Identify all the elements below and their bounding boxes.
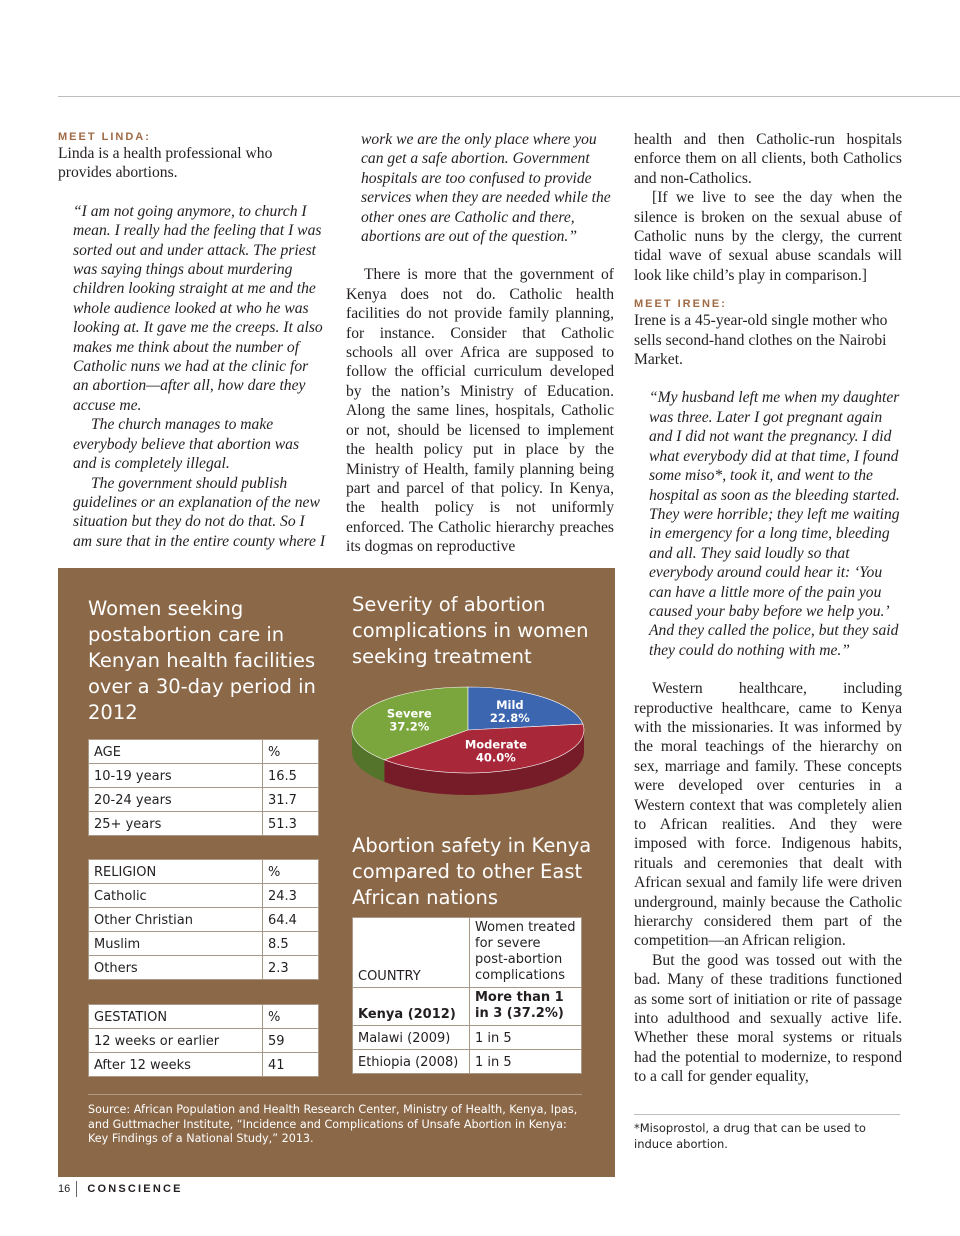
pie-label-severe: Severe — [386, 706, 432, 721]
safety-col1-header: COUNTRY — [353, 918, 470, 988]
safety-country: Kenya (2012) — [353, 988, 470, 1026]
gestation-row — [89, 1005, 319, 1029]
gestation-label: 12 weeks or earlier — [89, 1029, 263, 1053]
safety-title: Abortion safety in Kenya compared to other East African nations — [352, 834, 592, 909]
source-note: Source: African Population and Health Research Center, Ministry of Health, Kenya, Ipas, and Guttmacher Institute, “Incidence and Complications of Unsafe Abortion in Kenya: Key Findings of a National Study,” 2013. — [88, 1103, 578, 1146]
magazine-name: CONSCIENCE — [87, 1183, 183, 1195]
irene-intro: Irene is a 45-year-old single mother who sells second-hand clothes on the Nairobi Market. — [634, 312, 888, 369]
age-row — [89, 764, 319, 788]
safety-country: Malawi (2009) — [353, 1026, 470, 1050]
source-divider — [88, 1094, 582, 1095]
age-table — [88, 739, 319, 836]
religion-percent: 8.5 — [263, 932, 319, 956]
age-percent: 51.3 — [263, 812, 319, 836]
religion-percent: % — [263, 860, 319, 884]
safety-row-ethiopia — [353, 1050, 582, 1074]
col3-p2-bracketed: [If we live to see the day when the silence is broken on the sexual abuse of Catholic nuns by the clergy, the current tidal wave of sexual abuse scandals will look like child’s play in comparison.] — [634, 189, 902, 284]
religion-row — [89, 956, 319, 980]
col3-p1: health and then Catholic-run hospitals enforce them on all clients, both Catholics and non-Catholics. — [634, 131, 902, 187]
safety-header-row — [353, 918, 582, 988]
safety-table — [352, 917, 582, 1074]
safety-row-kenya — [353, 988, 582, 1026]
safety-country: Ethiopia (2008) — [353, 1050, 470, 1074]
linda-quote-p3: The government should publish guidelines or an explanation of the new situation but they do not do that. So I am sure that in the entire county where I — [73, 474, 326, 550]
pie-label-mild: Mild — [496, 698, 524, 713]
religion-label: Other Christian — [89, 908, 263, 932]
irene-quote: “My husband left me when my daughter was three. Later I got pregnant again and I did not want the pregnancy. I did what everybody did at that time, I found some miso*, took it, and went to the hospital as soon as the bleeding started. They were horrible; they left me waiting in emergency for a long time, bleeding and all. They said loudly so that everybody around could hear it: ‘You can have a little more of the pain you caused your baby before we help you.’ And they called the police, but they said they could do nothing with me.” — [649, 389, 900, 659]
age-row — [89, 740, 319, 764]
gestation-label: After 12 weeks — [89, 1053, 263, 1077]
religion-row — [89, 908, 319, 932]
footnote: *Misoprostol, a drug that can be used to induce abortion. — [634, 1121, 866, 1151]
column-2 — [346, 130, 614, 557]
religion-label: Catholic — [89, 884, 263, 908]
age-percent: % — [263, 740, 319, 764]
linda-quote-p2: The church manages to make everybody believe that abortion was and is completely illegal. — [73, 416, 300, 473]
religion-percent: 2.3 — [263, 956, 319, 980]
age-label: AGE — [89, 740, 263, 764]
gestation-percent: 41 — [263, 1053, 319, 1077]
linda-intro: Linda is a health professional who provides abortions. — [58, 145, 273, 182]
linda-quote-cont: work we are the only place where you can get a safe abortion. Government hospitals are too confused to provide services when they are needed while the other ones are Catholic and there, abortions are out of the question.” — [361, 131, 611, 246]
safety-value: 1 in 5 — [470, 1050, 582, 1074]
meet-linda-heading: MEET LINDA: — [58, 131, 151, 143]
pie-value-severe: 37.2% — [389, 719, 430, 734]
religion-percent: 64.4 — [263, 908, 319, 932]
column-3 — [634, 130, 902, 1087]
col3-p4: But the good was tossed out with the bad. Many of these traditions functioned as some sort of initiation or rite of passage into adulthood and sexually active life. Whether these moral systems or rituals had the potential to modernize, to respond to a call for gender equality, — [634, 951, 902, 1086]
age-label: 25+ years — [89, 812, 263, 836]
col3-p3: Western healthcare, including reproductive healthcare, came to Kenya with the missionaries. It was informed by the moral teachings of the hierarchy on sex, marriage and family. These concepts were developed over centuries in a Western context that was completely alien to African realities. And they were imposed with force. Indigenous habits, rituals and ceremonies that dealt with African sexual and family life were driven underground, mainly because the Catholic hierarchy considered them part of the competition—an African religion. — [634, 680, 902, 950]
gestation-label: GESTATION — [89, 1005, 263, 1029]
age-row — [89, 812, 319, 836]
column-1 — [58, 130, 326, 551]
safety-value: 1 in 5 — [470, 1026, 582, 1050]
footnote-rule — [634, 1114, 900, 1115]
religion-label: Others — [89, 956, 263, 980]
meet-irene-heading: MEET IRENE: — [634, 298, 727, 311]
linda-quote-p1: “I am not going anymore, to church I mean. I really had the feeling that I was sorted out and under attack. The priest was saying things about murdering children looking straight at me and the whole audience looked at who he was looking at. It gave me the creeps. It also makes me think about the number of Catholic nuns we had at the clinic for an abortion—after all, how dare they accuse me. — [73, 202, 323, 414]
religion-row — [89, 932, 319, 956]
religion-table — [88, 859, 319, 980]
page-footer — [58, 1183, 183, 1195]
severity-pie-chart — [350, 682, 595, 802]
pie-value-moderate: 40.0% — [475, 750, 516, 765]
top-rule — [58, 96, 960, 97]
age-row — [89, 788, 319, 812]
footer-divider — [76, 1181, 77, 1197]
gestation-percent: 59 — [263, 1029, 319, 1053]
severity-title: Severity of abortion complications in women seeking treatment — [352, 593, 589, 668]
age-percent: 16.5 — [263, 764, 319, 788]
page-number: 16 — [58, 1183, 71, 1195]
safety-value: More than 1 in 3 (37.2%) — [470, 988, 582, 1026]
gestation-percent: % — [263, 1005, 319, 1029]
kenya-body-text: There is more that the government of Kenya does not do. Catholic health facilities do not provide family planning, for instance. Consider that Catholic schools all over Africa are supposed to follow the official curriculum developed by the nation’s Ministry of Education. Along the same lines, hospitals, Catholic or not, should be licensed to implement the health policy put in place by the Ministry of Health, family planning being part and parcel of that policy. In Kenya, the health policy is not uniformly enforced. The Catholic hierarchy preaches its dogmas on reproductive — [346, 266, 614, 556]
gestation-row — [89, 1053, 319, 1077]
safety-col2-header: Women treated for severe post-abortion complications — [470, 918, 582, 988]
religion-label: RELIGION — [89, 860, 263, 884]
postabortion-title: Women seeking postabortion care in Kenyan health facilities over a 30-day period in 2012 — [88, 597, 316, 724]
religion-label: Muslim — [89, 932, 263, 956]
religion-row — [89, 860, 319, 884]
religion-percent: 24.3 — [263, 884, 319, 908]
age-label: 20-24 years — [89, 788, 263, 812]
pie-label-moderate: Moderate — [464, 737, 527, 752]
gestation-table — [88, 1004, 319, 1077]
age-label: 10-19 years — [89, 764, 263, 788]
safety-row-malawi — [353, 1026, 582, 1050]
pie-value-mild: 22.8% — [489, 711, 530, 726]
religion-row — [89, 884, 319, 908]
age-percent: 31.7 — [263, 788, 319, 812]
gestation-row — [89, 1029, 319, 1053]
